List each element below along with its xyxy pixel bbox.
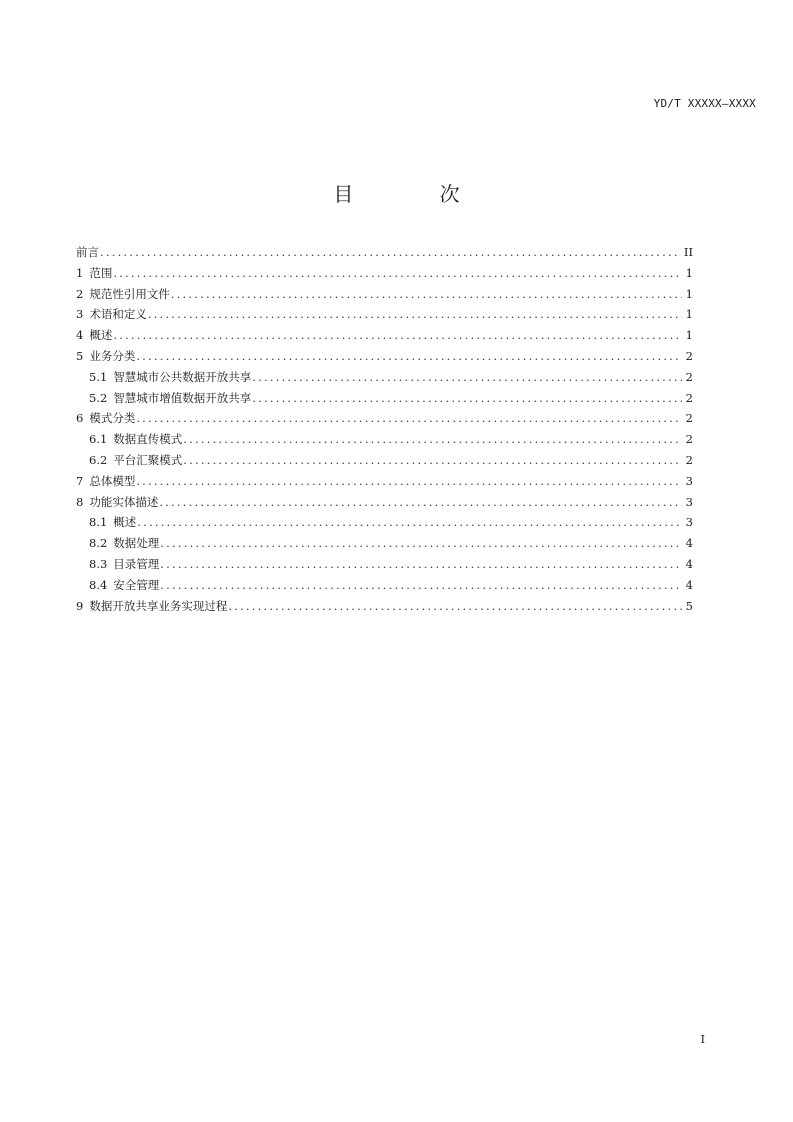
toc-page-number: 2 — [685, 369, 693, 384]
toc-entry-title: 模式分类 — [89, 411, 136, 426]
toc-leader-dots — [171, 287, 682, 301]
toc-entry-title: 数据开放共享业务实现过程 — [89, 598, 228, 613]
toc-entry-title: 概述 — [113, 515, 137, 530]
toc-entry-6-1[interactable] — [76, 431, 693, 452]
toc-leader-dots — [136, 474, 682, 488]
toc-entry-label — [76, 410, 135, 426]
toc-page-number: 2 — [685, 390, 693, 405]
toc-section-number: 1 — [76, 265, 84, 280]
toc-entry-title: 安全管理 — [113, 577, 160, 592]
toc-entry-2[interactable] — [76, 286, 693, 307]
toc-entry-label — [89, 556, 159, 572]
toc-entry-title: 前言 — [76, 245, 99, 259]
toc-entry-label — [76, 327, 112, 343]
toc-entry-label — [89, 577, 159, 593]
page-number: I — [700, 1033, 705, 1046]
toc-entry-5-2[interactable] — [76, 390, 693, 411]
toc-entry-8-4[interactable] — [76, 577, 693, 598]
toc-page-number: 2 — [685, 432, 693, 447]
toc-leader-dots — [183, 432, 682, 446]
toc-entry-title: 术语和定义 — [89, 307, 147, 322]
toc-section-number: 8.3 — [89, 556, 108, 571]
toc-leader-dots — [113, 328, 682, 342]
toc-leader-dots — [252, 370, 682, 384]
toc-entry-label — [76, 306, 147, 322]
toc-entry-title: 智慧城市公共数据开放共享 — [113, 369, 252, 384]
document-code: YD/T XXXXX—XXXX — [653, 97, 756, 110]
toc-section-number: 2 — [76, 286, 84, 301]
toc-entry-9[interactable] — [76, 598, 693, 619]
toc-entry-title: 目录管理 — [113, 556, 160, 571]
toc-page-number: 5 — [685, 598, 693, 613]
toc-page-number: 1 — [685, 328, 693, 343]
toc-page-number: 1 — [685, 286, 693, 301]
toc-entry-8-3[interactable] — [76, 556, 693, 577]
toc-page-number: 2 — [685, 348, 693, 363]
toc-entry-8-2[interactable] — [76, 535, 693, 556]
toc-section-number: 9 — [76, 598, 84, 613]
toc-section-number: 8.2 — [89, 536, 108, 551]
toc-entry-5[interactable] — [76, 348, 693, 369]
toc-leader-dots — [113, 266, 682, 280]
toc-entry-4[interactable] — [76, 327, 693, 348]
toc-entry-label — [89, 452, 182, 468]
table-of-contents — [76, 244, 693, 618]
toc-page-number: 3 — [685, 494, 693, 509]
toc-leader-dots — [160, 557, 682, 571]
toc-page-number: 1 — [685, 265, 693, 280]
toc-entry-label — [76, 286, 170, 302]
toc-entry-label — [89, 431, 182, 447]
toc-entry-title: 业务分类 — [89, 348, 136, 363]
toc-page-number: 3 — [685, 473, 693, 488]
toc-section-number: 8.1 — [89, 515, 108, 530]
toc-entry-7[interactable] — [76, 473, 693, 494]
toc-leader-dots — [160, 536, 682, 550]
toc-entry-title: 数据处理 — [113, 536, 160, 551]
toc-section-number: 5 — [76, 348, 84, 363]
toc-page-number: 4 — [685, 536, 693, 551]
toc-entry-5-1[interactable] — [76, 369, 693, 390]
toc-section-number: 3 — [76, 307, 84, 322]
toc-leader-dots — [183, 453, 682, 467]
page-title: 目 次 — [333, 182, 500, 206]
toc-entry-3[interactable] — [76, 306, 693, 327]
toc-entry-8-1[interactable] — [76, 514, 693, 535]
toc-section-number: 4 — [76, 328, 84, 343]
toc-page-number: 1 — [685, 307, 693, 322]
toc-entry-1[interactable] — [76, 265, 693, 286]
toc-leader-dots — [136, 349, 682, 363]
toc-section-number: 5.1 — [89, 369, 108, 384]
toc-page-number: 2 — [685, 411, 693, 426]
toc-entry-6[interactable] — [76, 410, 693, 431]
toc-entry-title: 规范性引用文件 — [89, 286, 170, 301]
toc-entry-label — [76, 494, 158, 510]
toc-entry-label — [89, 514, 136, 530]
toc-section-number: 7 — [76, 473, 84, 488]
toc-section-number: 8 — [76, 494, 84, 509]
toc-entry-title: 总体模型 — [89, 473, 136, 488]
toc-section-number: 6.1 — [89, 432, 108, 447]
toc-leader-dots — [100, 245, 681, 259]
toc-entry-label — [89, 390, 251, 406]
toc-entry-label — [89, 535, 159, 551]
toc-page-number: II — [683, 245, 693, 259]
toc-entry-title: 数据直传模式 — [113, 432, 183, 447]
toc-entry-title: 平台汇聚模式 — [113, 452, 183, 467]
toc-entry-label — [76, 265, 112, 281]
toc-leader-dots — [252, 391, 682, 405]
toc-entry-label — [89, 369, 251, 385]
toc-section-number: 6.2 — [89, 452, 108, 467]
toc-leader-dots — [160, 578, 682, 592]
toc-leader-dots — [228, 599, 682, 613]
toc-entry-title: 功能实体描述 — [89, 494, 159, 509]
toc-entry-label — [76, 598, 227, 614]
toc-entry-label — [76, 244, 99, 260]
toc-page-number: 3 — [685, 515, 693, 530]
toc-page-number: 4 — [685, 556, 693, 571]
toc-entry-8[interactable] — [76, 494, 693, 515]
toc-section-number: 8.4 — [89, 577, 108, 592]
toc-entry-foreword[interactable] — [76, 244, 693, 265]
toc-section-number: 5.2 — [89, 390, 108, 405]
toc-page-number: 4 — [685, 577, 693, 592]
toc-entry-title: 概述 — [89, 328, 113, 343]
toc-entry-6-2[interactable] — [76, 452, 693, 473]
toc-section-number: 6 — [76, 411, 84, 426]
toc-leader-dots — [136, 411, 682, 425]
toc-entry-title: 范围 — [89, 265, 113, 280]
toc-leader-dots — [159, 495, 682, 509]
toc-entry-title: 智慧城市增值数据开放共享 — [113, 390, 252, 405]
toc-leader-dots — [137, 515, 682, 529]
toc-entry-label — [76, 473, 135, 489]
toc-leader-dots — [148, 307, 682, 321]
toc-entry-label — [76, 348, 135, 364]
toc-page-number: 2 — [685, 452, 693, 467]
